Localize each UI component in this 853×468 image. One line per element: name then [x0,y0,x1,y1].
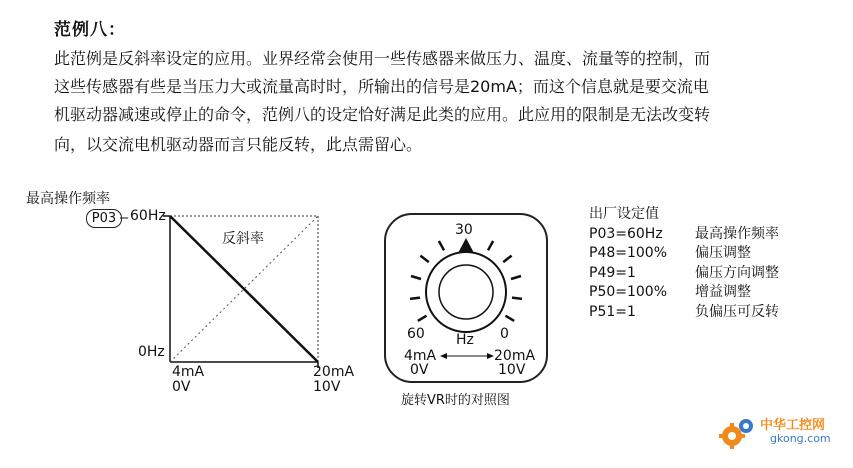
settings-row [589,303,779,323]
slope-label: 反斜率 [222,231,264,247]
dial-unit: Hz [456,332,474,348]
setting-desc: 负偏压可反转 [695,303,779,320]
dial-range-right: 20mA [494,348,536,364]
setting-code: P49=1 [589,264,636,281]
dial-range-left: 4mA [404,348,437,364]
dial-volt-left: 0V [410,362,429,378]
example-heading: 范例八： [54,20,126,40]
setting-desc: 最高操作频率 [695,225,779,242]
param-tag-p03: P03 [86,209,122,228]
dial-top-value: 30 [455,222,473,238]
settings-row [589,244,779,264]
x-left-ma: 4mA [172,364,205,380]
paragraph-line: 此范例是反斜率设定的应用。业界经常会使用一些传感器来做压力、温度、流量等的控制，而 [54,49,711,68]
y-top-label: 60Hz [130,208,166,224]
settings-row [589,283,779,303]
dial-caption: 旋转VR时的对照图 [401,393,510,408]
watermark-domain: gkong.com [770,432,831,445]
x-left-v: 0V [172,379,191,395]
setting-code: P51=1 [589,303,636,320]
setting-code: P48=100% [589,245,668,261]
paragraph-line: 向，以交流电机驱动器而言只能反转，此点需留心。 [54,135,423,154]
y-bottom-label: 0Hz [138,344,165,360]
x-right-ma: 20mA [313,364,355,380]
setting-desc: 偏压调整 [695,245,751,261]
setting-desc: 偏压方向调整 [695,264,779,281]
setting-code: P03=60Hz [589,225,663,242]
settings-row [589,225,779,245]
graph-title: 最高操作频率 [26,191,110,207]
dial-right-value: 0 [500,326,509,342]
dial-volt-right: 10V [498,362,526,378]
setting-code: P50=100% [589,284,668,300]
watermark-logo [718,410,842,454]
setting-desc: 增益调整 [695,284,751,300]
gear-icon [718,414,756,450]
dial-left-value: 60 [407,326,425,342]
watermark-name: 中华工控网 [760,418,826,433]
settings-row [589,264,779,284]
paragraph-line: 这些传感器有些是当压力大或流量高时时，所输出的信号是20mA；而这个信息就是要交流电 [54,77,709,96]
settings-title: 出厂设定值 [589,206,659,222]
factory-settings [589,205,779,322]
x-right-v: 10V [313,379,341,395]
paragraph-line: 机驱动器减速或停止的命令，范例八的设定恰好满足此类的应用。此应用的限制是无法改变转 [54,105,711,124]
